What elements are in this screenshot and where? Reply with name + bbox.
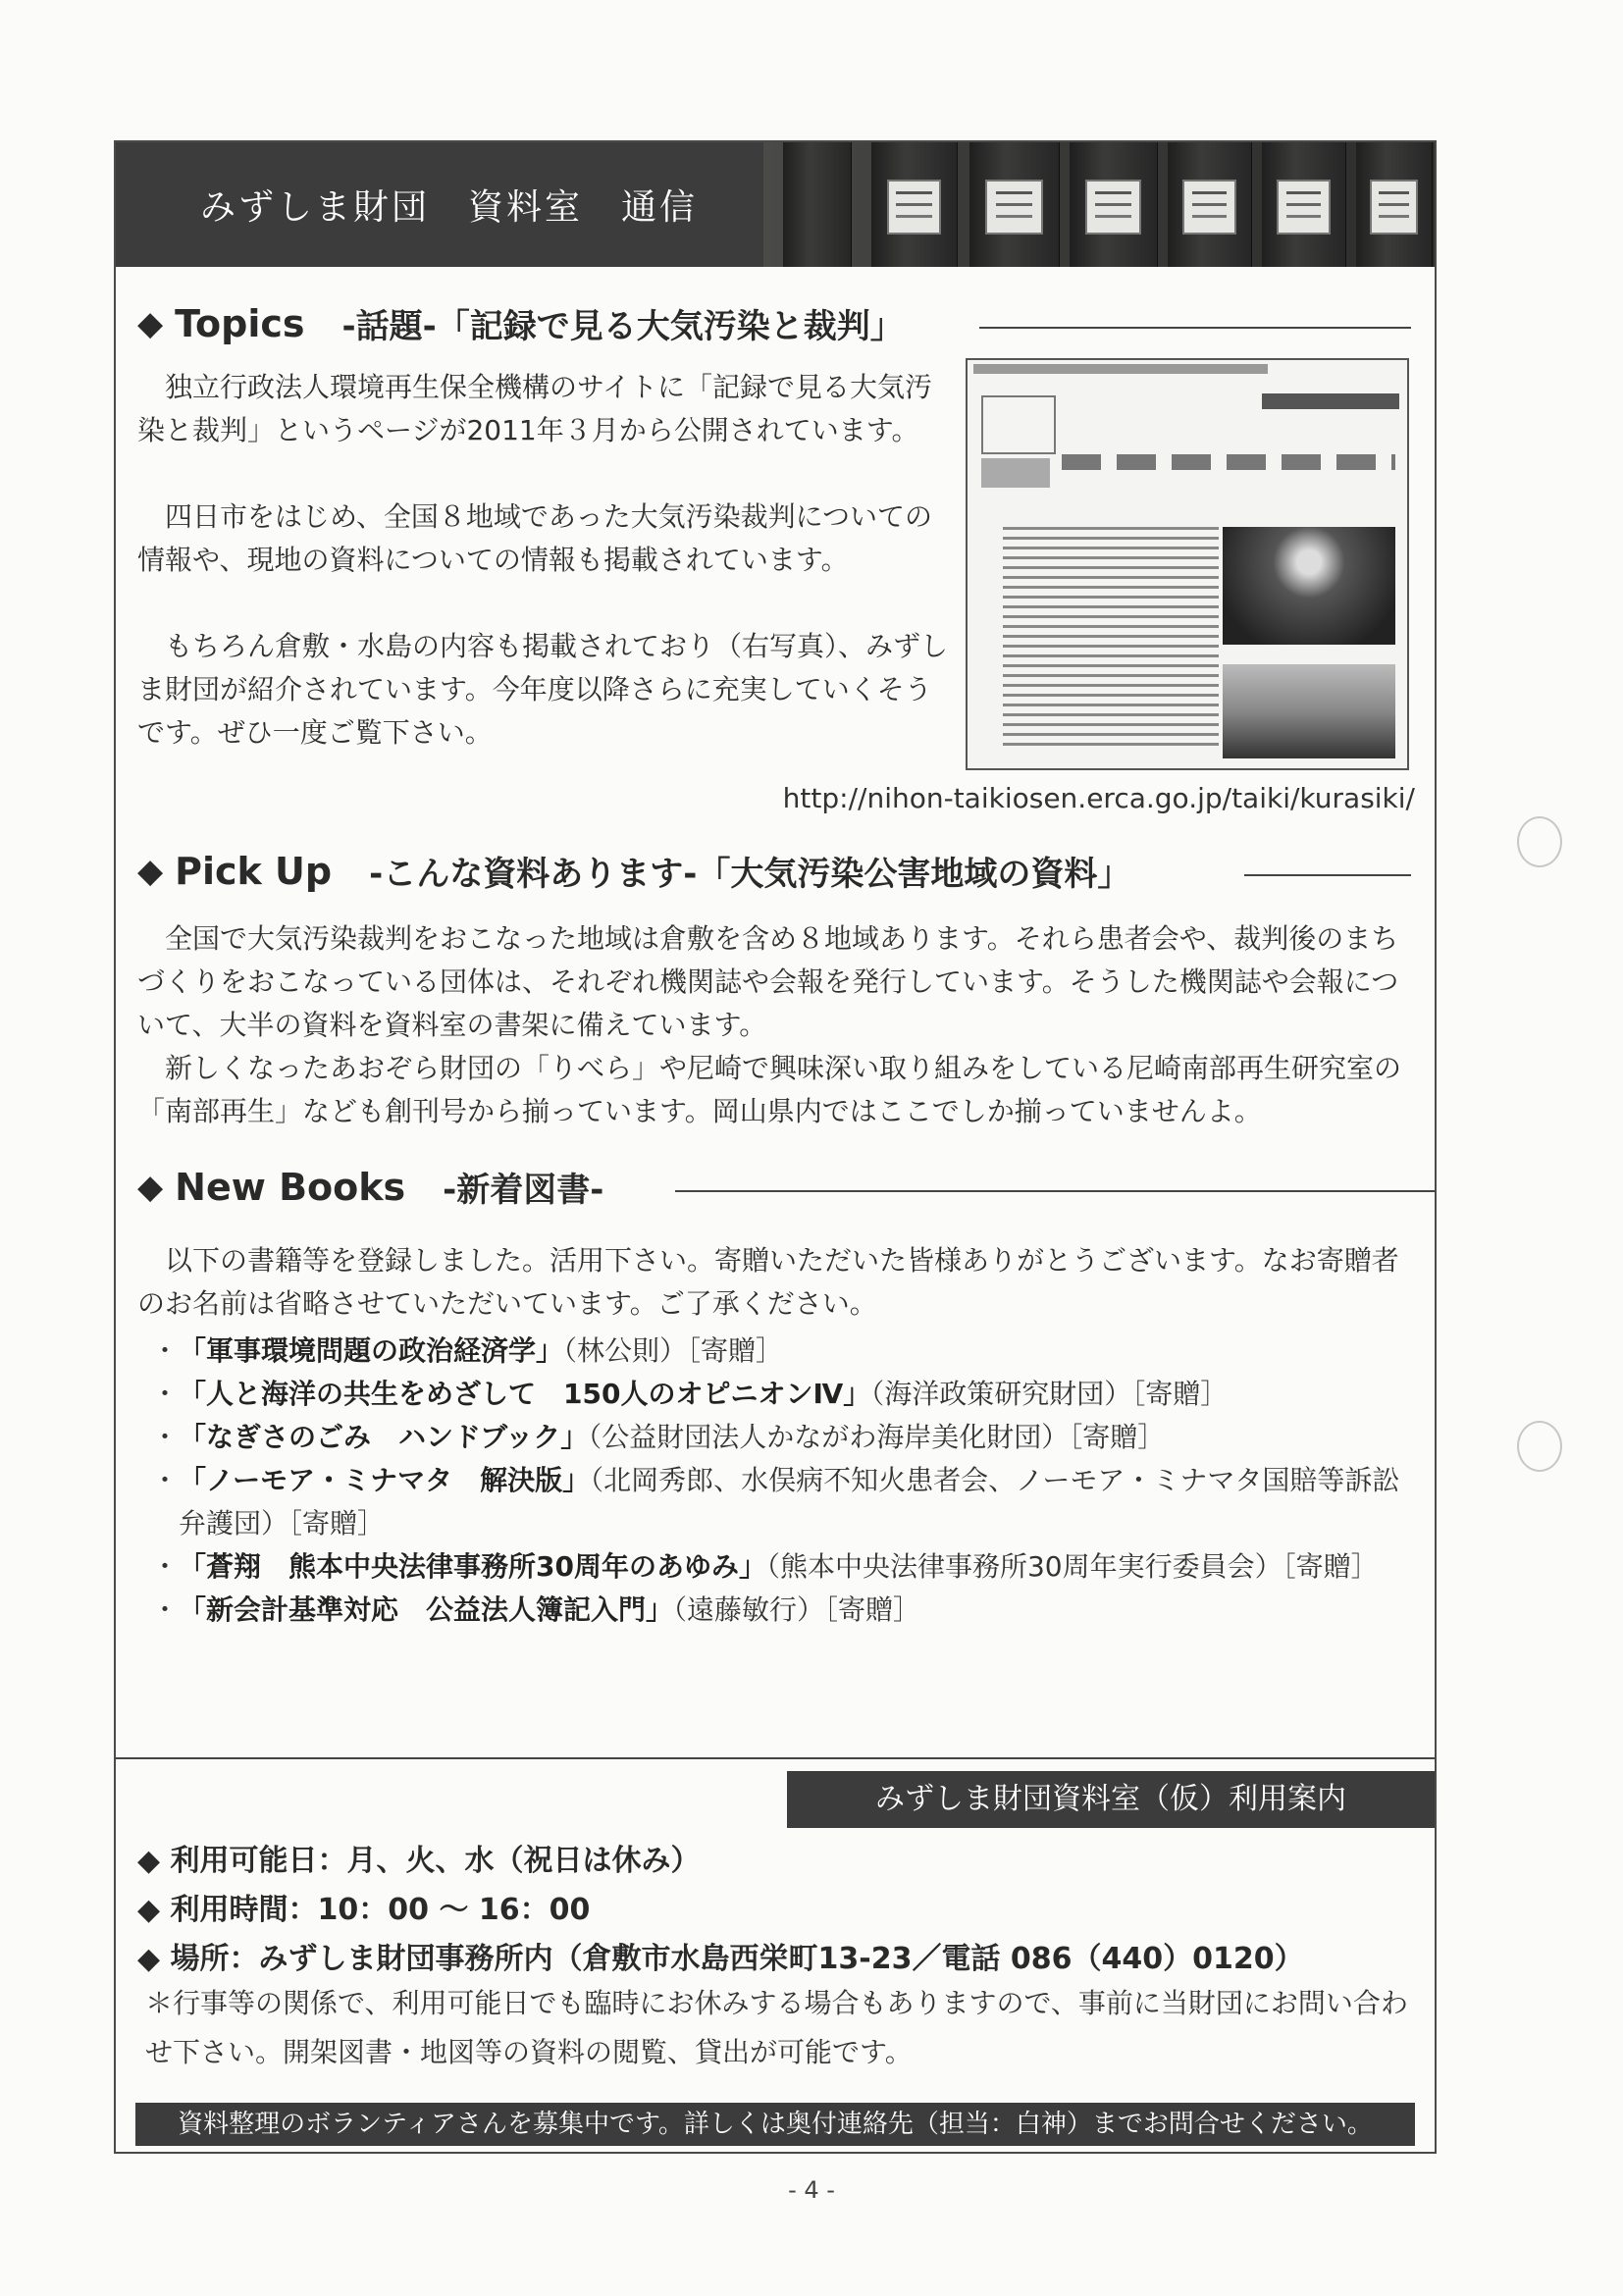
section-rule: [675, 1190, 1435, 1192]
list-item: ・ 「人と海洋の共生をめざして 150人のオピニオンⅣ」（海洋政策研究財団）［寄贈］: [151, 1373, 1423, 1416]
list-item: ・ 「なぎさのごみ ハンドブック」（公益財団法人かながわ海岸美化財団）［寄贈］: [151, 1416, 1423, 1459]
book-spine: [783, 142, 852, 267]
topics-label-jp: -話題-「記録で見る大気汚染と裁判」: [341, 307, 904, 346]
opening-hours: ◆ 利用時間：10：00 ～ 16：00: [137, 1893, 591, 1927]
pickup-label-jp: -こんな資料あります-「大気汚染公害地域の資料」: [369, 855, 1131, 894]
location: ◆ 場所：みずしま財団事務所内（倉敷市水島西栄町13-23／電話 086（440）0120）: [137, 1942, 1304, 1976]
topics-url[interactable]: http://nihon-taikiosen.erca.go.jp/taiki/kurasiki/: [782, 782, 1415, 814]
topics-label-en: Topics: [175, 301, 305, 345]
page-number: - 4 -: [788, 2176, 835, 2204]
topics-heading: [137, 299, 904, 347]
pickup-paragraph-1: 全国で大気汚染裁判をおこなった地域は倉敷を含め８地域あります。それら患者会や、裁判後のまちづくりをおこなっている団体は、それぞれ機関誌や会報を発行しています。そうした機関誌や会報について、大半の資料を資料室の書架に備えています。: [137, 922, 1399, 1041]
pickup-label-en: Pick Up: [175, 849, 333, 893]
diamond-icon: ◆: [137, 851, 164, 891]
topics-paragraph-3: もちろん倉敷・水島の内容も掲載されており（右写真）、みずしま財団が紹介されています。今年度以降さらに充実していくそうです。ぜひ一度ご覧下さい。: [137, 630, 949, 749]
usage-guide-tag: みずしま財団資料室（仮）利用案内: [787, 1771, 1435, 1828]
topics-paragraph-2: 四日市をはじめ、全国８地域であった大気汚染裁判についての情報や、現地の資料についての情報も掲載されています。: [137, 500, 933, 576]
book-spine: [1070, 142, 1158, 267]
available-days: ◆ 利用可能日：月、火、水（祝日は休み）: [137, 1844, 701, 1878]
volunteer-banner: 資料整理のボランティアさんを募集中です。詳しくは奥付連絡先（担当：白神）までお問合せください。: [135, 2103, 1415, 2146]
punch-hole: [1517, 1421, 1562, 1472]
book-spine: [1168, 142, 1252, 267]
diamond-icon: ◆: [137, 303, 164, 343]
topics-paragraph-1: 独立行政法人環境再生保全機構のサイトに「記録で見る大気汚染と裁判」というページが2011年３月から公開されています。: [137, 371, 933, 446]
list-item: ・ 「ノーモア・ミナマタ 解決版」（北岡秀郎、水俣病不知火患者会、ノーモア・ミナマタ国賠等訴訟弁護団）［寄贈］: [151, 1459, 1423, 1545]
newbooks-label-jp: -新着図書-: [443, 1171, 604, 1210]
newsletter-title: みずしま財団 資料室 通信: [200, 187, 699, 228]
newbooks-intro: 以下の書籍等を登録しました。活用下さい。寄贈いただいた皆様ありがとうございます。なお寄贈者のお名前は省略させていただいています。ご了承ください。: [137, 1244, 1399, 1320]
usage-note: ＊行事等の関係で、利用可能日でも臨時にお休みする場合もありますので、事前に当財団にお問い合わせ下さい。開架図書・地図等の資料の閲覧、貸出が可能です。: [145, 1987, 1408, 2068]
list-item: ・ 「軍事環境問題の政治経済学」（林公則）［寄贈］: [151, 1330, 1423, 1373]
diamond-icon: ◆: [137, 1167, 164, 1207]
list-item: ・ 「新会計基準対応 公益法人簿記入門」（遠藤敏行）［寄贈］: [151, 1589, 1423, 1632]
section-rule: [1244, 874, 1411, 876]
book-list: [151, 1330, 1423, 1632]
newbooks-heading: [137, 1163, 603, 1211]
pickup-paragraph-2: 新しくなったあおぞら財団の「りべら」や尼崎で興味深い取り組みをしている尼崎南部再生研究室の「南部再生」なども創刊号から揃っています。岡山県内ではここでしか揃っていませんよ。: [137, 1052, 1402, 1127]
page-frame: [114, 140, 1437, 2154]
book-spine: [1356, 142, 1433, 267]
book-spine: [1262, 142, 1346, 267]
newbooks-label-en: New Books: [175, 1165, 406, 1209]
book-spine: [969, 142, 1060, 267]
bookshelf-photo: [763, 142, 1435, 267]
info-divider: [116, 1757, 1435, 1759]
section-rule: [979, 327, 1411, 329]
pickup-heading: [137, 847, 1130, 895]
list-item: ・ 「蒼翔 熊本中央法律事務所30周年のあゆみ」（熊本中央法律事務所30周年実行委員会）［寄贈］: [151, 1545, 1423, 1589]
punch-hole: [1517, 816, 1562, 867]
book-spine: [871, 142, 958, 267]
newsletter-header: [116, 142, 1435, 267]
website-screenshot: [966, 358, 1409, 770]
